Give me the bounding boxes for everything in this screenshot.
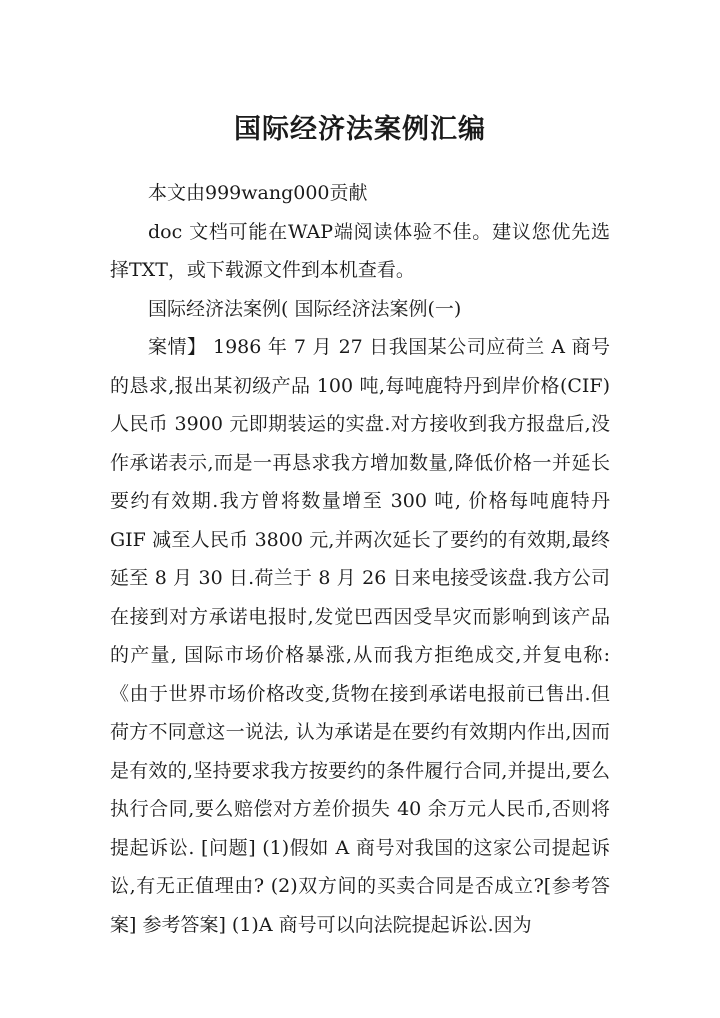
paragraph-case: 案情】 1986 年 7 月 27 日我国某公司应荷兰 A 商号的恳求,报出某初级产品 100 吨,每吨鹿特丹到岸价格(CIF)人民币 3900 元即期装运的实盘.对方接收到我方报盘后,没作承诺表示,而是一再恳求我方增加数量,降低价格一并延长要约有效期.我方曾将数量增至 300 吨, 价格每吨鹿特丹 GIF 减至人民币 3800 元,并两次延长了要约的有效期,最终延至 8 月 30 日.荷兰于 8 月 26 日来电接受该盘.我方公司在接到对方承诺电报时,发觉巴西因受旱灾而影响到该产品的产量, 国际市场价格暴涨,从而我方拒绝成交,并复电称:《由于世界市场价格改变,货物在接到承诺电报前已售出.但荷方不同意这一说法, 认为承诺是在要约有效期内作出,因而是有效的,坚持要求我方按要约的条件履行合同,并提出,要么执行合同,要么赔偿对方差价损失 40 余万元人民币,否则将提起诉讼. [问题] (1)假如 A 商号对我国的这家公司提起诉讼,有无正值理由? (2)双方间的买卖合同是否成立?[参考答案] 参考答案] (1)A 商号可以向法院提起诉讼.因为	[110, 336, 610, 936]
paragraph-heading: 国际经济法案例( 国际经济法案例(一)	[148, 297, 462, 320]
document-body	[110, 174, 610, 944]
document-title: 国际经济法案例汇编	[234, 114, 486, 145]
paragraph-contributor: 本文由999wang000贡献	[148, 182, 368, 204]
paragraph-notice: doc 文档可能在WAP端阅读体验不佳。建议您优先选择TXT，或下载源文件到本机查看。	[110, 220, 610, 281]
